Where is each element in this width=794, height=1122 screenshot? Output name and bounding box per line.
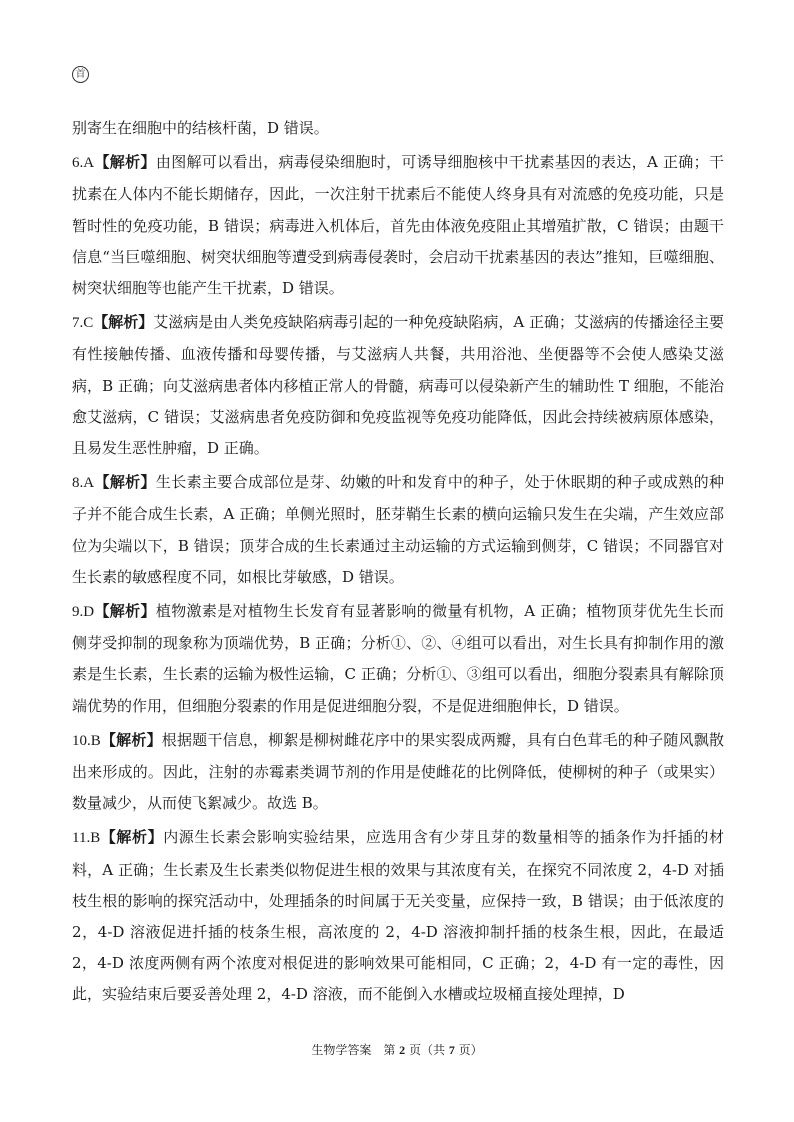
answer-number: 11.B — [72, 830, 101, 847]
analysis-tag: 【解析】 — [94, 153, 156, 172]
answer-content — [72, 113, 724, 1011]
answer-number: 7.C — [72, 315, 94, 332]
answer-text: 由图解可以看出，病毒侵染细胞时，可诱导细胞核中干扰素基因的表达，A 正确；干扰素在人体内不能长期储存，因此，一次注射干扰素后不能使人终身具有对流感的免疫功能，只是暂时性的免疫功能，B 错误；病毒进入机体后，首先由体液免疫阻止其增殖扩散，C 错误；由题干信息“当巨噬细胞、树突状细胞等遭受到病毒侵袭时，会启动干扰素基因的表达”推知，巨噬细胞、树突状细胞等也能产生干扰素，D 错误。 — [72, 153, 724, 298]
answer-text: 植物激素是对植物生长发育有显著影响的微量有机物，A 正确；植物顶芽优先生长而侧芽受抑制的现象称为顶端优势，B 正确；分析①、②、④组可以看出，对生长具有抑制作用的激素是生长素，生长素的运输为极性运输，C 正确；分析①、③组可以看出，细胞分裂素具有解除顶端优势的作用，但细胞分裂素的作用是促进细胞分裂，不是促进细胞伸长，D 错误。 — [72, 602, 724, 715]
footer-suffix: 页） — [454, 1043, 483, 1057]
answer-11 — [72, 822, 724, 1010]
answer-6 — [72, 147, 724, 304]
analysis-tag: 【解析】 — [94, 473, 156, 492]
analysis-tag: 【解析】 — [94, 602, 156, 621]
footer-middle: 页（共 — [405, 1043, 449, 1057]
answer-7 — [72, 307, 724, 464]
analysis-tag: 【解析】 — [100, 730, 162, 749]
answer-10 — [72, 725, 724, 820]
footer-page-number: 2 — [399, 1043, 406, 1057]
answer-text: 根据题干信息，柳絮是柳树雌花序中的果实裂成两瓣，具有白色茸毛的种子随风飘散出来形成的。因此，注射的赤霉素类调节剂的作用是使雌花的比例降低，使柳树的种子（或果实）数量减少，从而使飞絮减少。故选 B。 — [72, 730, 724, 813]
page-corner-stamp: 首 — [72, 66, 89, 83]
answer-8 — [72, 467, 724, 593]
answer-number: 6.A — [72, 155, 95, 172]
answer-9 — [72, 596, 724, 722]
page-footer — [0, 1042, 794, 1058]
answer-number: 8.A — [72, 475, 95, 492]
footer-total-pages: 7 — [448, 1043, 455, 1057]
answer-text: 内源生长素会影响实验结果，应选用含有少芽且芽的数量相等的插条作为扦插的材料，A 正确；生长素及生长素类似物促进生根的效果与其浓度有关，在探究不同浓度 2，4-D 对插枝生根的影响的探究活动中，处理插条的时间属于无关变量，应保持一致，B 错误；由于低浓度的 2，4-D 溶液促进扦插的枝条生根，高浓度的 2，4-D 溶液抑制扦插的枝条生根，因此，在最适 2，4-D 浓度两侧有两个浓度对根促进的影响效果可能相同，C 正确；2，4-D 有一定的毒性，因此，实验结束后要妥善处理 2，4-D 溶液，而不能倒入水槽或垃圾桶直接处理掉，D — [72, 828, 724, 1004]
answer-number: 9.D — [72, 604, 95, 621]
answer-text: 生长素主要合成部位是芽、幼嫩的叶和发育中的种子，处于休眠期的种子或成熟的种子并不能合成生长素，A 正确；单侧光照时，胚芽鞘生长素的横向运输只发生在尖端，产生效应部位为尖端以下，B 错误；顶芽合成的生长素通过主动运输的方式运输到侧芽，C 错误；不同器官对生长素的敏感程度不同，如根比芽敏感，D 错误。 — [72, 473, 724, 586]
continuation-paragraph: 别寄生在细胞中的结核杆菌，D 错误。 — [72, 119, 329, 137]
footer-prefix: 生物学答案 第 — [311, 1043, 400, 1057]
analysis-tag: 【解析】 — [93, 313, 154, 332]
answer-number: 10.B — [72, 732, 101, 749]
analysis-tag: 【解析】 — [100, 828, 164, 847]
answer-text: 艾滋病是由人类免疫缺陷病毒引起的一种免疫缺陷病，A 正确；艾滋病的传播途径主要有性接触传播、血液传播和母婴传播，与艾滋病人共餐，共用浴池、坐便器等不会使人感染艾滋病，B 正确；向艾滋病患者体内移植正常人的骨髓，病毒可以侵染新产生的辅助性 T 细胞，不能治愈艾滋病，C 错误；艾滋病患者免疫防御和免疫监视等免疫功能降低，因此会持续被病原体感染，且易发生恶性肿瘤，D 正确。 — [72, 313, 724, 458]
